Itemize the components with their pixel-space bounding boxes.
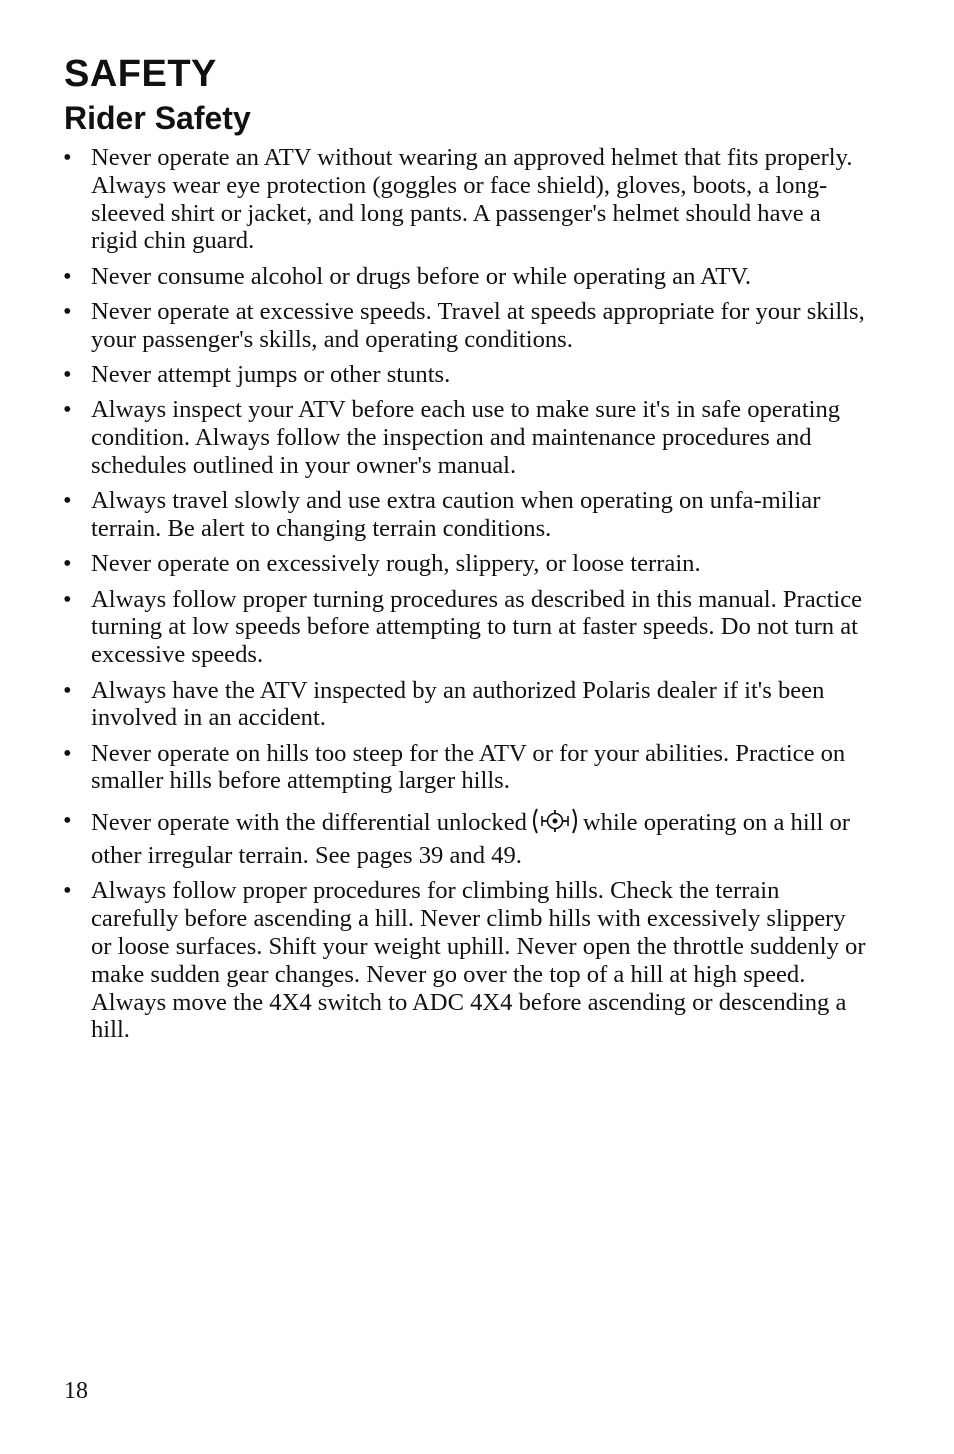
subsection-title: Rider Safety (64, 100, 251, 136)
differential-unlocked-icon (530, 807, 580, 842)
bullet-marker: • (63, 676, 72, 704)
rider-safety-list (60, 144, 870, 1052)
bullet-marker: • (63, 297, 72, 325)
bullet-marker: • (63, 739, 72, 767)
list-item-differential (60, 807, 870, 870)
bullet-marker: • (63, 361, 72, 389)
bullet-marker: • (63, 585, 72, 613)
bullet-marker: • (63, 144, 72, 171)
bullet-marker: • (63, 262, 72, 290)
bullet-marker: • (63, 396, 72, 424)
list-item (60, 550, 870, 578)
page-number: 18 (64, 1378, 88, 1404)
list-item (60, 877, 870, 1044)
list-item-text: Always inspect your ATV before each use to make sure it's in safe operating condition. Always follow the inspection and maintenance procedures and schedules outlined in your owner's manual. (91, 396, 841, 479)
list-item (60, 586, 870, 669)
list-item-text: Never operate an ATV without wearing an approved helmet that fits properly. Always wear eye protection (goggles or face shield), gloves, boots, a long-sleeved shirt or jacket, and long pants. A passenger's helmet should have a rigid chin guard. (91, 144, 853, 255)
list-item (60, 396, 870, 479)
list-item-text: Always follow proper procedures for climbing hills. Check the terrain carefully before ascending a hill. Never climb hills with excessively slippery or loose surfaces. Shift your weight uphill. Never open the throttle suddenly or make sudden gear changes. Never go over the top of a hill at high speed. Always move the 4X4 switch to ADC 4X4 before ascending or descending a hill. (91, 877, 866, 1044)
list-item (60, 263, 870, 291)
list-item-text: Never operate on excessively rough, slippery, or loose terrain. (91, 550, 701, 578)
list-item-text: Always have the ATV inspected by an authorized Polaris dealer if it's been involved in an accident. (91, 676, 825, 732)
bullet-marker: • (63, 877, 72, 905)
list-item (60, 740, 870, 796)
bullet-marker: • (63, 550, 72, 578)
bullet-marker: • (63, 487, 72, 515)
list-item-text: Always follow proper turning procedures as described in this manual. Practice turning at low speeds before attempting to turn at faster speeds. Do not turn at excessive speeds. (91, 585, 863, 669)
list-item (60, 298, 870, 354)
list-item-text: Never operate on hills too steep for the ATV or for your abilities. Practice on smaller hills before attempting larger hills. (91, 739, 846, 795)
list-item-text-after-icon: while operating on a hill or other irregular terrain. See pages 39 and 49. (91, 809, 850, 870)
list-item-text: Never operate at excessive speeds. Travel at speeds appropriate for your skills, your passenger's skills, and operating conditions. (91, 297, 865, 353)
list-item (60, 144, 870, 255)
list-item (60, 487, 870, 543)
list-item-text: Never consume alcohol or drugs before or while operating an ATV. (91, 262, 751, 290)
list-item (60, 677, 870, 733)
list-item (60, 361, 870, 389)
section-title: SAFETY (64, 53, 217, 95)
list-item-text: Never attempt jumps or other stunts. (91, 361, 451, 389)
list-item-text: Always travel slowly and use extra caution when operating on unfa-miliar terrain. Be alert to changing terrain conditions. (91, 487, 821, 543)
bullet-marker: • (63, 807, 72, 835)
list-item-text-before-icon: Never operate with the differential unlocked (91, 809, 527, 837)
